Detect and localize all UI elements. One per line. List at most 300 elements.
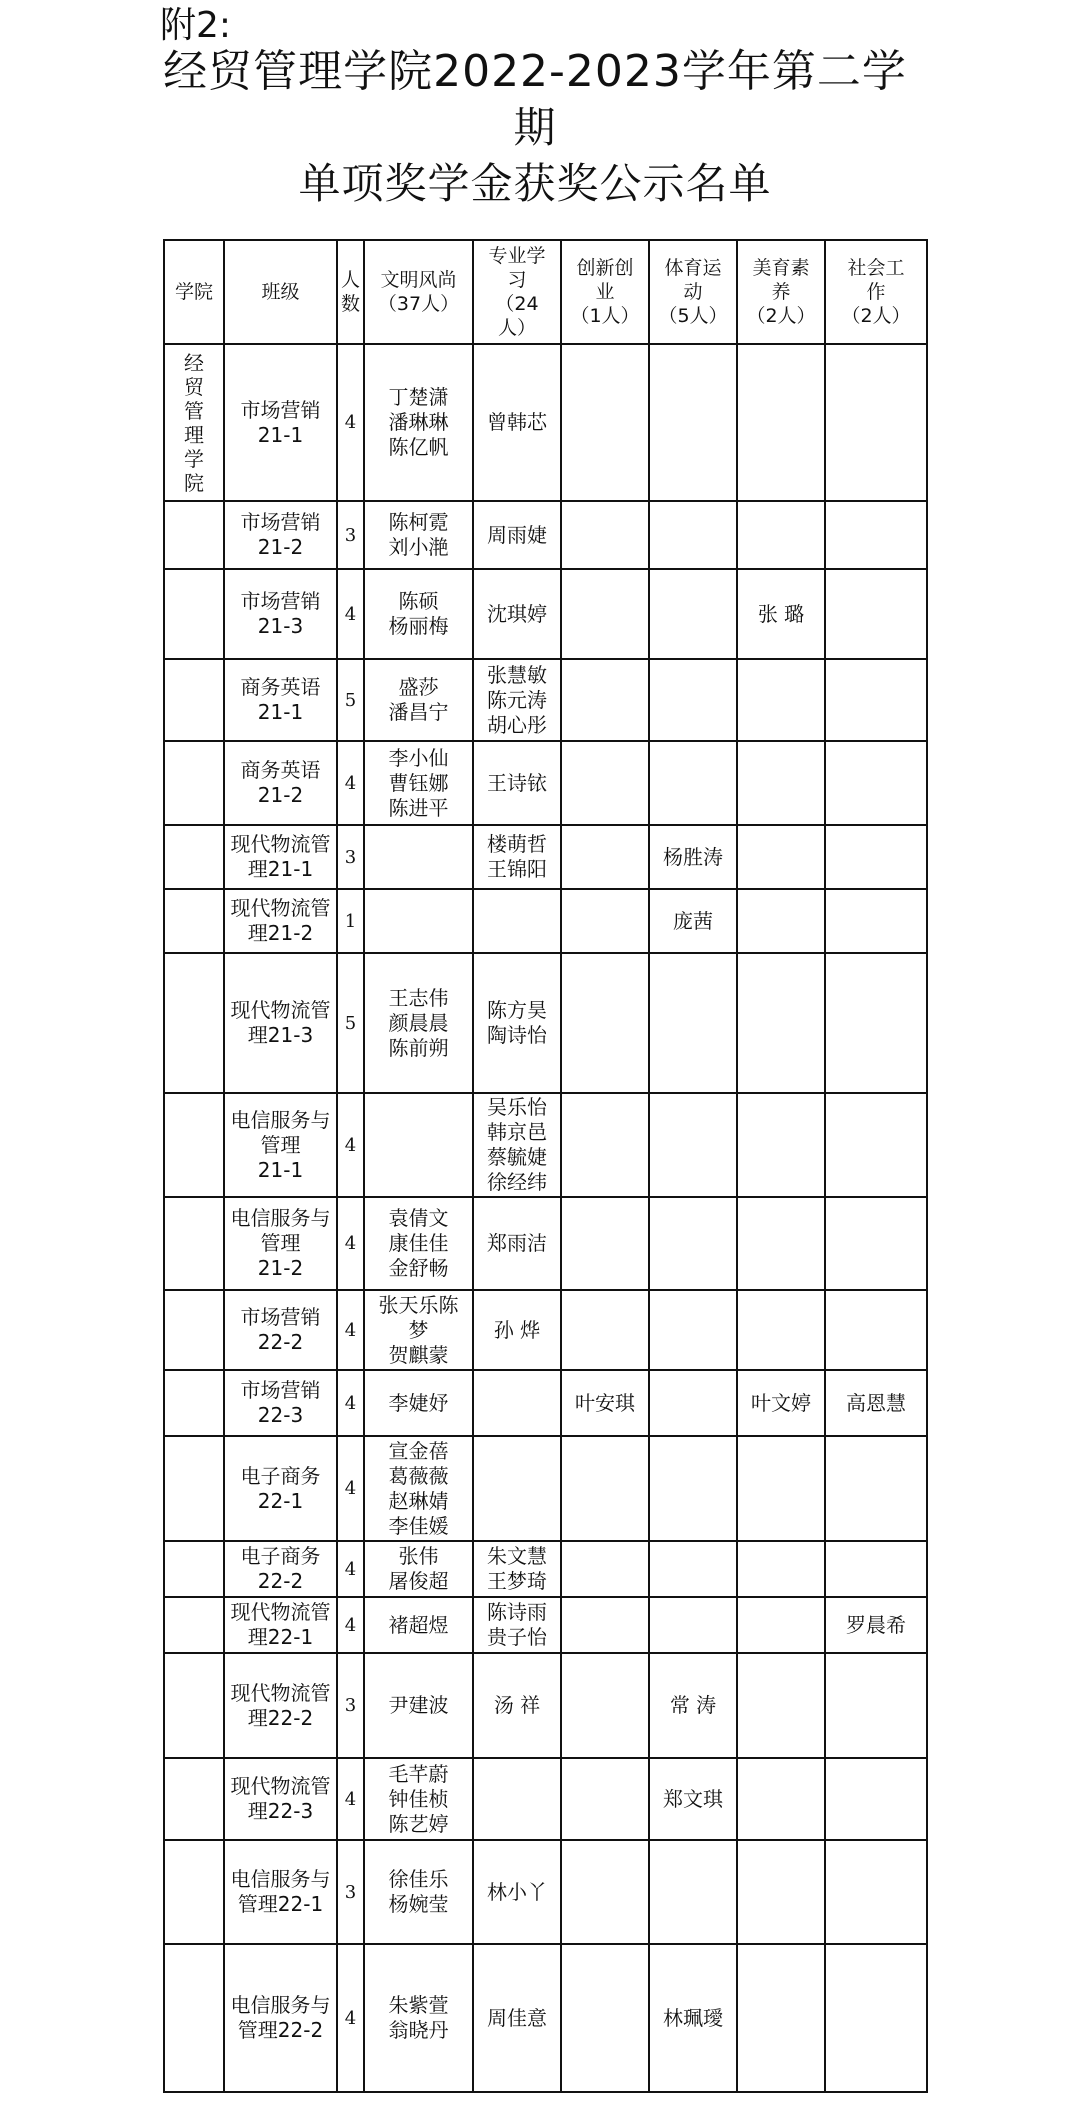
cell-line: 朱文慧 bbox=[487, 1544, 547, 1568]
scholarship-table bbox=[163, 239, 928, 2093]
header-count bbox=[337, 240, 364, 344]
cell-line: 常 涛 bbox=[669, 1693, 717, 1717]
social-cell bbox=[825, 659, 927, 741]
cell-line: 徐佳乐 bbox=[388, 1867, 449, 1891]
cell-line: 养 bbox=[771, 281, 791, 303]
civility-cell bbox=[364, 1093, 473, 1197]
cell-line: 21-2 bbox=[257, 1256, 304, 1280]
title-line-1: 经贸管理学院2022-2023学年第二学 bbox=[163, 46, 907, 97]
cell-line: 商务英语 bbox=[240, 758, 321, 782]
cell-line: （2人） bbox=[841, 305, 911, 327]
sports-cell bbox=[649, 659, 737, 741]
table-row bbox=[164, 501, 927, 569]
innovation-cell bbox=[561, 741, 649, 825]
cell-line: 刘小滟 bbox=[388, 535, 449, 559]
cell-line: 人 bbox=[340, 269, 360, 291]
count-cell: 4 bbox=[337, 1290, 364, 1370]
cell-line: 管理 bbox=[260, 1231, 301, 1255]
innovation-cell bbox=[561, 1653, 649, 1758]
table-row bbox=[164, 659, 927, 741]
civility-cell bbox=[364, 1541, 473, 1597]
civility-cell bbox=[364, 1653, 473, 1758]
cell-line: 曹钰娜 bbox=[388, 770, 449, 795]
study-cell bbox=[473, 1436, 561, 1541]
class-cell bbox=[224, 1290, 337, 1370]
cell-line: 丁楚潇 bbox=[388, 385, 449, 409]
sports-cell bbox=[649, 344, 737, 501]
cell-line: 电子商务 bbox=[240, 1544, 321, 1568]
table-row bbox=[164, 953, 927, 1093]
cell-line: 21-3 bbox=[257, 614, 304, 638]
innovation-cell bbox=[561, 825, 649, 889]
arts-cell bbox=[737, 1370, 825, 1436]
social-cell bbox=[825, 1653, 927, 1758]
table-row bbox=[164, 1370, 927, 1436]
arts-cell bbox=[737, 1197, 825, 1290]
cell-line: 林小丫 bbox=[487, 1879, 547, 1904]
count-cell: 4 bbox=[337, 1541, 364, 1597]
table-row bbox=[164, 344, 927, 501]
count-cell: 3 bbox=[337, 501, 364, 569]
cell-line: 院 bbox=[184, 470, 204, 495]
cell-line: 理21-2 bbox=[247, 921, 314, 945]
cell-line: 市场营销 bbox=[240, 397, 321, 422]
arts-cell bbox=[737, 1541, 825, 1597]
social-cell bbox=[825, 1840, 927, 1944]
cell-line: 电信服务与 bbox=[230, 1107, 331, 1132]
study-cell bbox=[473, 1944, 561, 2092]
cell-line: 作 bbox=[866, 281, 886, 303]
college-cell bbox=[164, 1944, 224, 2092]
civility-cell bbox=[364, 825, 473, 889]
cell-line: 陈方昊 bbox=[487, 998, 547, 1022]
table-row bbox=[164, 1944, 927, 2092]
social-cell bbox=[825, 825, 927, 889]
cell-line: 蔡毓婕 bbox=[487, 1145, 547, 1169]
study-cell bbox=[473, 1597, 561, 1653]
arts-cell bbox=[737, 741, 825, 825]
cell-line: 罗晨希 bbox=[846, 1612, 906, 1637]
study-cell bbox=[473, 1093, 561, 1197]
sports-cell bbox=[649, 1197, 737, 1290]
cell-line: 陈艺婷 bbox=[388, 1811, 449, 1836]
cell-line: 毛芊蔚 bbox=[388, 1761, 449, 1786]
study-cell bbox=[473, 1758, 561, 1840]
count-cell: 4 bbox=[337, 741, 364, 825]
social-cell bbox=[825, 501, 927, 569]
table-row bbox=[164, 1840, 927, 1944]
civility-cell bbox=[364, 741, 473, 825]
cell-line: 杨胜涛 bbox=[663, 844, 723, 869]
social-cell bbox=[825, 1597, 927, 1653]
cell-line: 人） bbox=[497, 317, 536, 339]
college-cell bbox=[164, 825, 224, 889]
class-cell bbox=[224, 569, 337, 659]
cell-line: 王梦琦 bbox=[487, 1569, 547, 1593]
cell-line: 王志伟 bbox=[388, 985, 449, 1010]
cell-line: 曾韩芯 bbox=[487, 410, 547, 434]
sports-cell bbox=[649, 1758, 737, 1840]
innovation-cell bbox=[561, 569, 649, 659]
cell-line: 翁晓丹 bbox=[388, 2018, 449, 2042]
count-cell: 4 bbox=[337, 1597, 364, 1653]
civility-cell bbox=[364, 1197, 473, 1290]
study-cell bbox=[473, 344, 561, 501]
cell-line: 动 bbox=[683, 281, 703, 303]
cell-line: 韩京邑 bbox=[487, 1120, 547, 1144]
table-body bbox=[164, 344, 927, 2092]
social-cell bbox=[825, 741, 927, 825]
cell-line: 市场营销 bbox=[240, 589, 321, 613]
college-cell bbox=[164, 1436, 224, 1541]
count-cell: 4 bbox=[337, 1197, 364, 1290]
study-cell bbox=[473, 1290, 561, 1370]
study-cell bbox=[473, 569, 561, 659]
cell-line: （1人） bbox=[570, 305, 640, 327]
civility-cell bbox=[364, 1597, 473, 1653]
social-cell bbox=[825, 889, 927, 953]
college-cell bbox=[164, 1541, 224, 1597]
cell-line: 朱紫萱 bbox=[388, 1993, 449, 2017]
cell-line: 康佳佳 bbox=[388, 1231, 449, 1255]
social-cell bbox=[825, 1541, 927, 1597]
count-cell: 4 bbox=[337, 1093, 364, 1197]
cell-line: 现代物流管 bbox=[230, 896, 331, 920]
cell-line: 潘昌宁 bbox=[388, 700, 449, 724]
header-college: 学院 bbox=[164, 240, 224, 344]
cell-line: （2人） bbox=[746, 305, 816, 327]
table-row bbox=[164, 1290, 927, 1370]
cell-line: 学 bbox=[184, 446, 204, 471]
sports-cell bbox=[649, 1436, 737, 1541]
attachment-label: 附2: bbox=[160, 5, 232, 46]
cell-line: 21-1 bbox=[257, 1157, 304, 1182]
cell-line: 管理 bbox=[260, 1132, 301, 1157]
cell-line: 市场营销 bbox=[240, 1305, 321, 1329]
count-cell: 4 bbox=[337, 569, 364, 659]
innovation-cell bbox=[561, 1597, 649, 1653]
table-row bbox=[164, 889, 927, 953]
study-cell bbox=[473, 825, 561, 889]
table-row bbox=[164, 825, 927, 889]
cell-line: 管理22-2 bbox=[237, 2018, 324, 2042]
cell-line: 郑文琪 bbox=[663, 1786, 723, 1811]
cell-line: 徐经纬 bbox=[487, 1170, 547, 1194]
sports-cell bbox=[649, 1541, 737, 1597]
cell-line: （5人） bbox=[658, 305, 728, 327]
social-cell bbox=[825, 1758, 927, 1840]
class-cell bbox=[224, 1370, 337, 1436]
cell-line: 22-3 bbox=[257, 1403, 304, 1427]
civility-cell bbox=[364, 889, 473, 953]
cell-line: 市场营销 bbox=[240, 510, 321, 534]
class-cell bbox=[224, 1093, 337, 1197]
innovation-cell bbox=[561, 1290, 649, 1370]
cell-line: 楼萌哲 bbox=[487, 832, 547, 856]
cell-line: 陈柯霓 bbox=[388, 510, 449, 534]
arts-cell bbox=[737, 953, 825, 1093]
cell-line: 陈元涛 bbox=[487, 687, 547, 712]
college-cell bbox=[164, 1653, 224, 1758]
social-cell bbox=[825, 953, 927, 1093]
cell-line: 吴乐怡 bbox=[487, 1095, 547, 1119]
sports-cell bbox=[649, 889, 737, 953]
count-cell: 5 bbox=[337, 953, 364, 1093]
table-row bbox=[164, 1436, 927, 1541]
sports-cell bbox=[649, 953, 737, 1093]
cell-line: 习 bbox=[507, 269, 527, 291]
study-cell bbox=[473, 1541, 561, 1597]
college-cell bbox=[164, 569, 224, 659]
cell-line: 葛薇薇 bbox=[388, 1463, 449, 1488]
header-civility bbox=[364, 240, 473, 344]
cell-line: 金舒畅 bbox=[388, 1256, 449, 1280]
study-cell bbox=[473, 953, 561, 1093]
cell-line: 社会工 bbox=[847, 257, 905, 279]
civility-cell bbox=[364, 1840, 473, 1944]
arts-cell bbox=[737, 344, 825, 501]
cell-line: 贺麒蒙 bbox=[388, 1342, 449, 1367]
class-cell bbox=[224, 1597, 337, 1653]
college-cell bbox=[164, 741, 224, 825]
cell-line: 管理22-1 bbox=[237, 1892, 324, 1916]
cell-line: 现代物流管 bbox=[230, 1600, 331, 1624]
cell-line: 周雨婕 bbox=[487, 522, 547, 547]
count-cell: 3 bbox=[337, 825, 364, 889]
cell-line: 庞茜 bbox=[673, 908, 713, 933]
cell-line: 叶文婷 bbox=[751, 1390, 811, 1415]
arts-cell bbox=[737, 1093, 825, 1197]
civility-cell bbox=[364, 953, 473, 1093]
title-line-3: 单项奖学金获奖公示名单 bbox=[298, 159, 772, 208]
cell-line: 李佳媛 bbox=[388, 1513, 449, 1538]
cell-line: 22-2 bbox=[257, 1569, 304, 1593]
arts-cell bbox=[737, 569, 825, 659]
count-cell: 4 bbox=[337, 1758, 364, 1840]
cell-line: 杨丽梅 bbox=[388, 614, 449, 638]
cell-line: 屠俊超 bbox=[388, 1569, 449, 1593]
innovation-cell bbox=[561, 1944, 649, 2092]
cell-line: 高恩慧 bbox=[846, 1390, 906, 1415]
class-cell bbox=[224, 741, 337, 825]
cell-line: 电信服务与 bbox=[230, 1206, 331, 1230]
sports-cell bbox=[649, 569, 737, 659]
social-cell bbox=[825, 1093, 927, 1197]
social-cell bbox=[825, 569, 927, 659]
cell-line: 22-2 bbox=[257, 1330, 304, 1354]
class-cell bbox=[224, 825, 337, 889]
cell-line: 宣金蓓 bbox=[388, 1438, 449, 1463]
cell-line: 体育运 bbox=[664, 257, 722, 279]
cell-line: 经 bbox=[184, 350, 204, 375]
cell-line: 现代物流管 bbox=[230, 832, 331, 856]
cell-line: 美育素 bbox=[752, 257, 810, 279]
cell-line: 管 bbox=[184, 398, 204, 423]
sports-cell bbox=[649, 825, 737, 889]
arts-cell bbox=[737, 1840, 825, 1944]
civility-cell bbox=[364, 1436, 473, 1541]
count-cell: 3 bbox=[337, 1840, 364, 1944]
innovation-cell bbox=[561, 953, 649, 1093]
arts-cell bbox=[737, 1758, 825, 1840]
college-cell bbox=[164, 953, 224, 1093]
table-row bbox=[164, 1197, 927, 1290]
social-cell bbox=[825, 1370, 927, 1436]
cell-line: 叶安琪 bbox=[575, 1390, 635, 1415]
cell-line: 沈琪婷 bbox=[487, 601, 547, 626]
page-title bbox=[130, 44, 940, 212]
cell-line: 业 bbox=[595, 281, 615, 303]
cell-line: 陈硕 bbox=[398, 589, 439, 613]
cell-line: 盛莎 bbox=[398, 675, 439, 699]
college-cell bbox=[164, 344, 224, 501]
class-cell bbox=[224, 1944, 337, 2092]
cell-line: 数 bbox=[340, 293, 360, 315]
cell-line: 尹建波 bbox=[388, 1693, 449, 1717]
social-cell bbox=[825, 344, 927, 501]
count-cell: 3 bbox=[337, 1653, 364, 1758]
table-row bbox=[164, 1653, 927, 1758]
cell-line: 张 璐 bbox=[757, 601, 805, 626]
civility-cell bbox=[364, 1290, 473, 1370]
study-cell bbox=[473, 1653, 561, 1758]
cell-line: 理 bbox=[184, 422, 204, 447]
cell-line: 颜晨晨 bbox=[388, 1010, 449, 1035]
class-cell bbox=[224, 501, 337, 569]
college-cell bbox=[164, 1758, 224, 1840]
civility-cell bbox=[364, 1758, 473, 1840]
cell-line: 郑雨洁 bbox=[487, 1231, 547, 1255]
sports-cell bbox=[649, 501, 737, 569]
sports-cell bbox=[649, 1370, 737, 1436]
cell-line: 21-1 bbox=[257, 700, 304, 724]
cell-line: 电信服务与 bbox=[230, 1867, 331, 1891]
sports-cell bbox=[649, 1653, 737, 1758]
innovation-cell bbox=[561, 344, 649, 501]
cell-line: 王诗铱 bbox=[487, 770, 547, 795]
cell-line: 王锦阳 bbox=[487, 857, 547, 881]
cell-line: 市场营销 bbox=[240, 1378, 321, 1402]
cell-line: 李小仙 bbox=[388, 745, 449, 770]
table-row bbox=[164, 1541, 927, 1597]
table-row bbox=[164, 569, 927, 659]
sports-cell bbox=[649, 1093, 737, 1197]
cell-line: 电子商务 bbox=[240, 1463, 321, 1488]
class-cell bbox=[224, 1840, 337, 1944]
sports-cell bbox=[649, 1944, 737, 2092]
arts-cell bbox=[737, 889, 825, 953]
college-cell bbox=[164, 1370, 224, 1436]
study-cell bbox=[473, 659, 561, 741]
innovation-cell bbox=[561, 889, 649, 953]
cell-line: 孙 烨 bbox=[493, 1317, 541, 1342]
cell-line: 理22-3 bbox=[247, 1799, 314, 1823]
table-row bbox=[164, 1093, 927, 1197]
college-cell bbox=[164, 1840, 224, 1944]
header-class: 班级 bbox=[224, 240, 337, 344]
count-cell: 4 bbox=[337, 1436, 364, 1541]
cell-line: 陈进平 bbox=[388, 795, 449, 820]
count-cell: 1 bbox=[337, 889, 364, 953]
study-cell bbox=[473, 1840, 561, 1944]
class-cell bbox=[224, 1541, 337, 1597]
social-cell bbox=[825, 1290, 927, 1370]
header-arts bbox=[737, 240, 825, 344]
cell-line: 理22-1 bbox=[247, 1625, 314, 1649]
cell-line: 商务英语 bbox=[240, 675, 321, 699]
cell-line: 杨婉莹 bbox=[388, 1892, 449, 1916]
civility-cell bbox=[364, 1944, 473, 2092]
cell-line: （24 bbox=[495, 293, 539, 315]
cell-line: 汤 祥 bbox=[493, 1693, 541, 1717]
count-cell: 4 bbox=[337, 1944, 364, 2092]
cell-line: 褚超煜 bbox=[388, 1612, 449, 1637]
cell-line: 理21-3 bbox=[247, 1023, 314, 1047]
cell-line: 袁倩文 bbox=[388, 1206, 449, 1230]
study-cell bbox=[473, 1370, 561, 1436]
arts-cell bbox=[737, 825, 825, 889]
arts-cell bbox=[737, 1653, 825, 1758]
social-cell bbox=[825, 1944, 927, 2092]
count-cell: 4 bbox=[337, 1370, 364, 1436]
study-cell bbox=[473, 741, 561, 825]
cell-line: 理22-2 bbox=[247, 1705, 314, 1730]
cell-line: 梦 bbox=[408, 1317, 429, 1342]
cell-line: 周佳意 bbox=[487, 2005, 547, 2030]
cell-line: 潘琳琳 bbox=[388, 410, 449, 434]
college-cell bbox=[164, 1597, 224, 1653]
cell-line: （37人） bbox=[377, 293, 460, 315]
civility-cell bbox=[364, 569, 473, 659]
cell-line: 贵子怡 bbox=[487, 1625, 547, 1649]
sports-cell bbox=[649, 741, 737, 825]
cell-line: 陈亿帆 bbox=[388, 435, 449, 459]
title-line-2: 期 bbox=[513, 103, 557, 152]
civility-cell bbox=[364, 344, 473, 501]
cell-line: 林珮璦 bbox=[663, 2005, 723, 2030]
college-cell bbox=[164, 501, 224, 569]
social-cell bbox=[825, 1197, 927, 1290]
class-cell bbox=[224, 344, 337, 501]
college-cell bbox=[164, 1197, 224, 1290]
study-cell bbox=[473, 889, 561, 953]
cell-line: 贸 bbox=[184, 374, 204, 399]
arts-cell bbox=[737, 1290, 825, 1370]
cell-line: 陈前朔 bbox=[388, 1035, 449, 1060]
cell-line: 理21-1 bbox=[247, 857, 314, 881]
header-innovation bbox=[561, 240, 649, 344]
cell-line: 张伟 bbox=[398, 1544, 439, 1568]
class-cell bbox=[224, 1758, 337, 1840]
table-row bbox=[164, 1758, 927, 1840]
cell-line: 电信服务与 bbox=[230, 1993, 331, 2017]
cell-line: 陈诗雨 bbox=[487, 1600, 547, 1624]
innovation-cell bbox=[561, 1370, 649, 1436]
cell-line: 李婕妤 bbox=[388, 1390, 449, 1415]
class-cell bbox=[224, 1436, 337, 1541]
civility-cell bbox=[364, 501, 473, 569]
cell-line: 张天乐陈 bbox=[378, 1292, 459, 1317]
cell-line: 现代物流管 bbox=[230, 1680, 331, 1705]
count-cell: 5 bbox=[337, 659, 364, 741]
table-header-row bbox=[164, 240, 927, 344]
sports-cell bbox=[649, 1840, 737, 1944]
arts-cell bbox=[737, 659, 825, 741]
header-sports bbox=[649, 240, 737, 344]
study-cell bbox=[473, 1197, 561, 1290]
innovation-cell bbox=[561, 1541, 649, 1597]
table-row bbox=[164, 1597, 927, 1653]
